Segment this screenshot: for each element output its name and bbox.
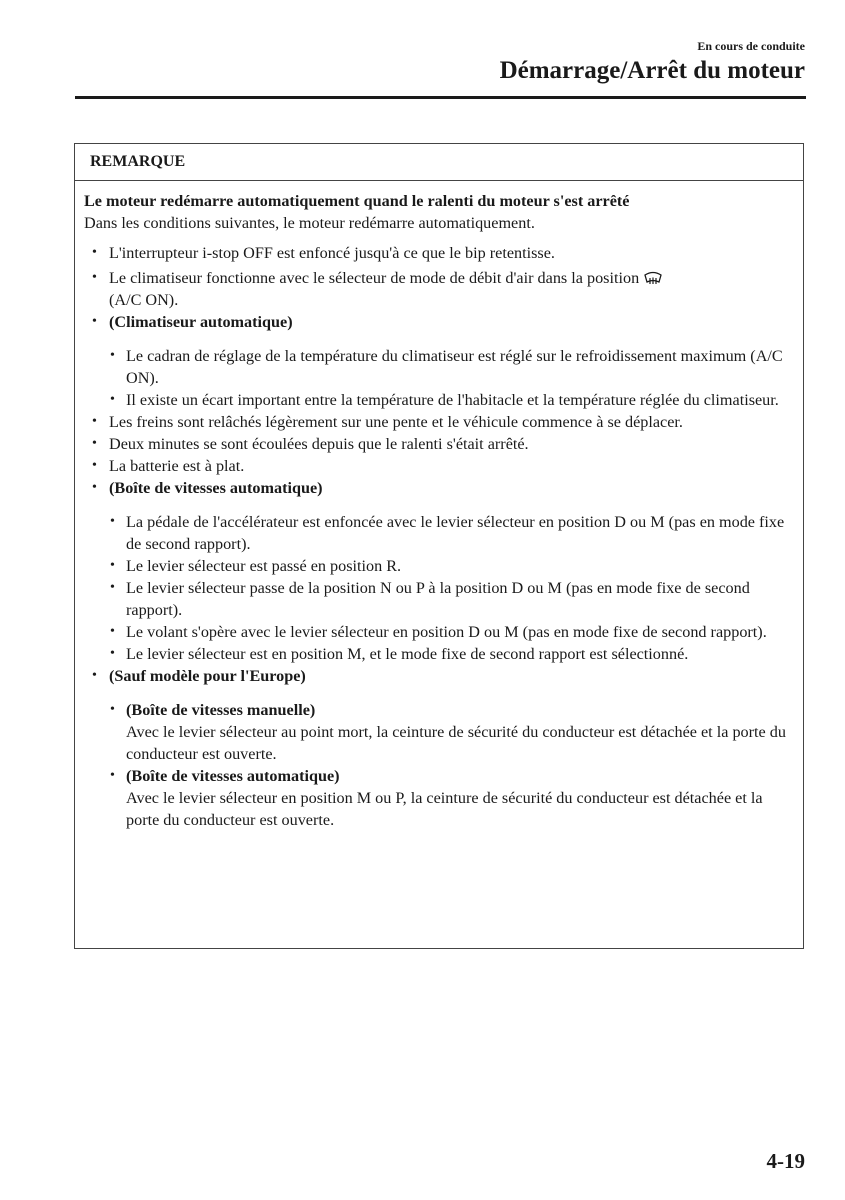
list-item-text: Il existe un écart important entre la température de l'habitacle et la température réglée du climatiseur.	[126, 391, 779, 409]
sub-list-item	[84, 555, 795, 577]
note-heading: Le moteur redémarre automatiquement quand le ralenti du moteur s'est arrêté	[84, 192, 630, 210]
bullet: •	[110, 348, 115, 363]
section-label: En cours de conduite	[697, 39, 805, 53]
list-item	[84, 433, 795, 455]
list-item	[84, 311, 795, 333]
list-item-heading: (Climatiseur automatique)	[109, 313, 293, 331]
bullet: •	[92, 668, 97, 683]
list-item-text: Les freins sont relâchés légèrement sur une pente et le véhicule commence à se déplacer.	[109, 413, 683, 431]
list-item	[84, 455, 795, 477]
list-item-text: Le climatiseur fonctionne avec le sélecteur de mode de débit d'air dans la position	[109, 269, 640, 287]
bullet: •	[110, 768, 115, 783]
page-title: Démarrage/Arrêt du moteur	[499, 57, 805, 84]
note-box	[74, 143, 804, 949]
bullet: •	[92, 245, 97, 260]
bullet: •	[110, 514, 115, 529]
bullet: •	[110, 558, 115, 573]
list-item-text: Avec le levier sélecteur au point mort, la ceinture de sécurité du conducteur est détachée et la porte du conducteur est ouverte.	[126, 723, 786, 763]
list-item-text: Le levier sélecteur passe de la position N ou P à la position D ou M (pas en mode fixe de second rapport).	[126, 579, 750, 619]
sub-list-item	[84, 511, 795, 555]
bullet: •	[110, 646, 115, 661]
list-item-text: Le levier sélecteur est passé en position R.	[126, 557, 402, 575]
bullet: •	[92, 436, 97, 451]
list-item	[84, 665, 795, 687]
bullet: •	[92, 314, 97, 329]
note-label: REMARQUE	[75, 144, 803, 181]
sub-list-item	[84, 643, 795, 665]
windshield-defroster-icon	[642, 269, 664, 285]
list-item-heading: (Sauf modèle pour l'Europe)	[109, 667, 306, 685]
list-item	[84, 267, 795, 311]
list-item	[84, 242, 795, 264]
list-item-text: La batterie est à plat.	[109, 457, 245, 475]
note-body	[75, 181, 803, 831]
bullet: •	[110, 624, 115, 639]
condition-list	[84, 242, 795, 831]
list-item-text: La pédale de l'accélérateur est enfoncée avec le levier sélecteur en position D ou M (pas en mode fixe de second rapport).	[126, 513, 785, 553]
sub-list-item	[84, 345, 795, 389]
list-item-heading: (Boîte de vitesses manuelle)	[126, 701, 316, 719]
bullet: •	[110, 392, 115, 407]
bullet: •	[92, 458, 97, 473]
note-intro: Dans les conditions suivantes, le moteur redémarre automatiquement.	[84, 214, 535, 232]
list-item-text: Avec le levier sélecteur en position M ou P, la ceinture de sécurité du conducteur est détachée et la porte du conducteur est ouverte.	[126, 789, 763, 829]
list-item-text: L'interrupteur i-stop OFF est enfoncé jusqu'à ce que le bip retentisse.	[109, 244, 555, 262]
list-item-text: Deux minutes se sont écoulées depuis que le ralenti s'était arrêté.	[109, 435, 529, 453]
list-item-text: Le volant s'opère avec le levier sélecteur en position D ou M (pas en mode fixe de second rapport).	[126, 623, 767, 641]
bullet: •	[110, 702, 115, 717]
header-rule	[75, 96, 806, 99]
page-number: 4-19	[766, 1149, 805, 1173]
list-item-text: Le levier sélecteur est en position M, et le mode fixe de second rapport est sélectionné.	[126, 645, 689, 663]
sub-list-item	[84, 699, 795, 765]
list-item	[84, 477, 795, 499]
bullet: •	[92, 480, 97, 495]
sub-list-item	[84, 577, 795, 621]
list-item	[84, 411, 795, 433]
page-header	[500, 38, 805, 87]
sub-list-item	[84, 621, 795, 643]
list-item-text: (A/C ON).	[109, 291, 179, 309]
bullet: •	[92, 270, 97, 285]
list-item-text: Le cadran de réglage de la température du climatiseur est réglé sur le refroidissement maximum (A/C ON).	[126, 347, 783, 387]
list-item-heading: (Boîte de vitesses automatique)	[126, 767, 340, 785]
bullet: •	[92, 414, 97, 429]
list-item-heading: (Boîte de vitesses automatique)	[109, 479, 323, 497]
bullet: •	[110, 580, 115, 595]
sub-list-item	[84, 765, 795, 831]
sub-list-item	[84, 389, 795, 411]
